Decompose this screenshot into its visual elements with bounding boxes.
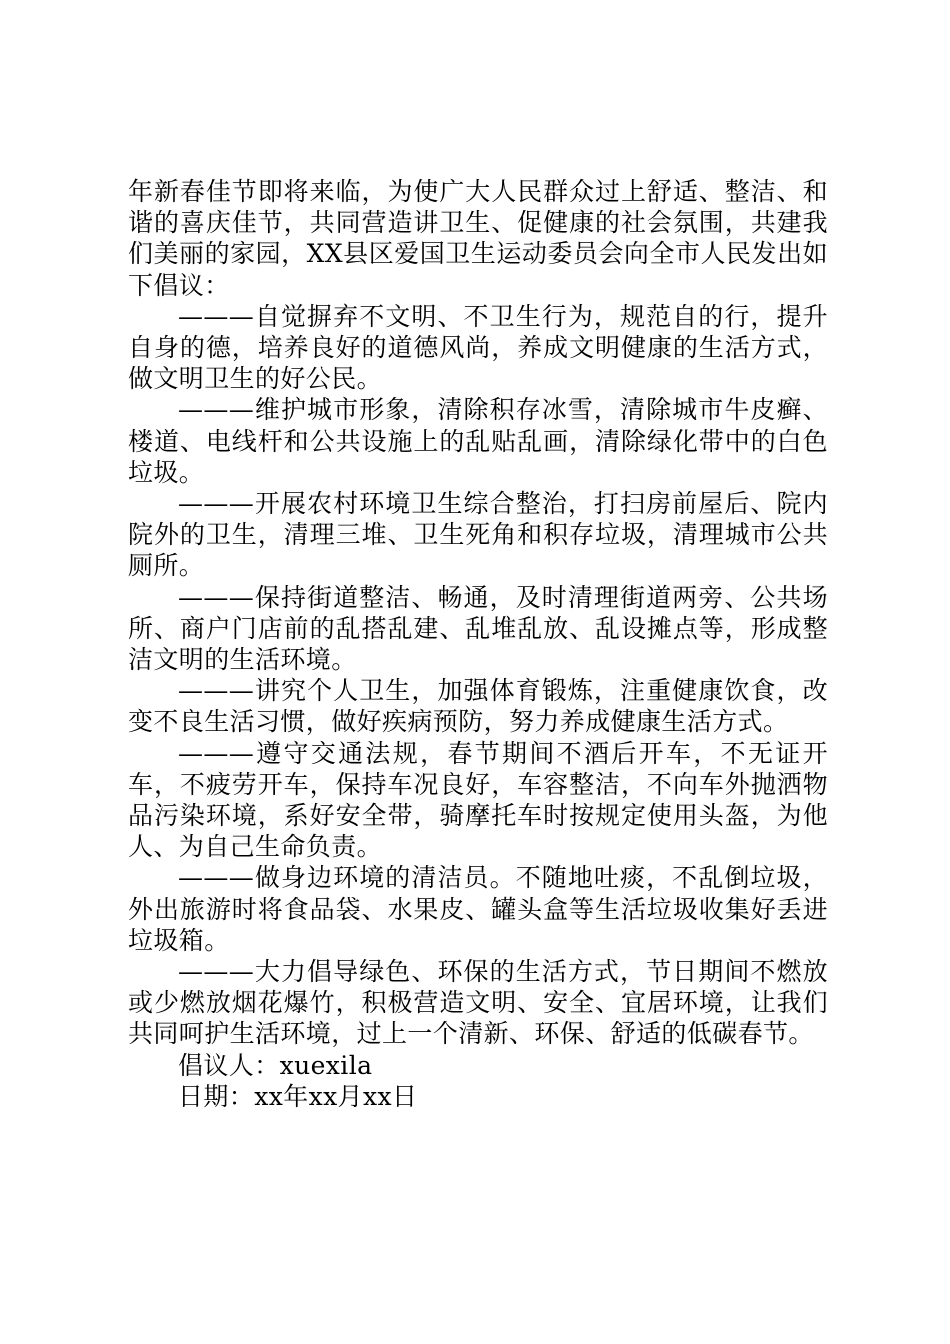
- document-body: [128, 176, 828, 1112]
- proposal-item-1: ———自觉摒弃不文明、不卫生行为，规范自的行，提升自身的德，培养良好的道德风尚，养成文明健康的生活方式，做文明卫生的好公民。: [128, 301, 828, 394]
- proposal-item-6: ———遵守交通法规，春节期间不酒后开车，不无证开车，不疲劳开车，保持车况良好，车容整洁，不向车外抛洒物品污染环境，系好安全带，骑摩托车时按规定使用头盔，为他人、为自己生命负责。: [128, 738, 828, 862]
- date-line: 日期：xx年xx月xx日: [178, 1081, 418, 1111]
- initiator-line: 倡议人：xuexila: [178, 1050, 373, 1080]
- intro-paragraph: 年新春佳节即将来临，为使广大人民群众过上舒适、整洁、和谐的喜庆佳节，共同营造讲卫生、促健康的社会氛围，共建我们美丽的家园，XX县区爱国卫生运动委员会向全市人民发出如下倡议：: [128, 177, 828, 300]
- proposal-item-5: ———讲究个人卫生，加强体育锻炼，注重健康饮食，改变不良生活习惯，做好疾病预防，努力养成健康生活方式。: [128, 676, 828, 737]
- proposal-item-2: ———维护城市形象，清除积存冰雪，清除城市牛皮癣、楼道、电线杆和公共设施上的乱贴乱画，清除绿化带中的白色垃圾。: [128, 395, 828, 487]
- proposal-item-3: ———开展农村环境卫生综合整治，打扫房前屋后、院内院外的卫生，清理三堆、卫生死角和积存垃圾，清理城市公共厕所。: [128, 489, 828, 581]
- proposal-item-7: ———做身边环境的清洁员。不随地吐痰，不乱倒垃圾，外出旅游时将食品袋、水果皮、罐头盒等生活垃圾收集好丢进垃圾箱。: [128, 863, 828, 955]
- proposal-item-8: ———大力倡导绿色、环保的生活方式，节日期间不燃放或少燃放烟花爆竹，积极营造文明、安全、宜居环境，让我们共同呵护生活环境，过上一个清新、环保、舒适的低碳春节。: [128, 957, 828, 1049]
- proposal-item-4: ———保持街道整洁、畅通，及时清理街道两旁、公共场所、商户门店前的乱搭乱建、乱堆乱放、乱设摊点等，形成整洁文明的生活环境。: [128, 582, 828, 675]
